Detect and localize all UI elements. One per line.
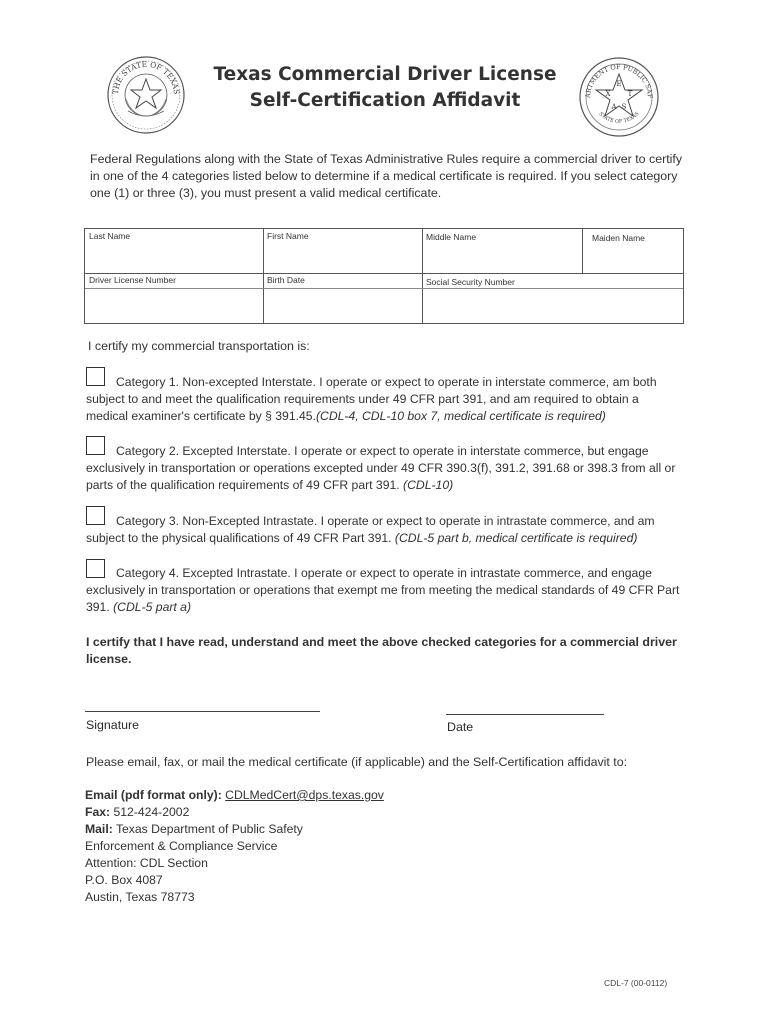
middle-name-label: Middle Name bbox=[426, 232, 477, 242]
mail-line-3: Attention: CDL Section bbox=[85, 856, 208, 870]
svg-text:STATE OF TEXAS bbox=[597, 111, 640, 125]
category-1-text bbox=[86, 374, 682, 425]
seal-letter-t: T bbox=[627, 90, 633, 98]
last-name-label: Last Name bbox=[89, 231, 131, 241]
signature-label: Signature bbox=[86, 718, 140, 732]
fax-label: Fax: bbox=[85, 805, 111, 819]
category-4-body: Category 4. Excepted Intrastate. I operate or expect to operate in intrastate commerce, and engage exclusively in transportation or operations that exempt me from meeting the medical standards of 49 CFR Part 391. bbox=[86, 566, 680, 614]
email-link[interactable]: CDLMedCert@dps.texas.gov bbox=[225, 788, 384, 802]
right-seal-text: ARTMENT OF PUBLIC SAF bbox=[583, 62, 655, 99]
category-3-text bbox=[86, 513, 682, 547]
fax-number: 512-424-2002 bbox=[113, 805, 190, 819]
mail-line-2: Enforcement & Compliance Service bbox=[85, 839, 278, 853]
fax-row bbox=[85, 804, 189, 821]
mail-line-1: Texas Department of Public Safety bbox=[115, 822, 303, 836]
seal-letter-e: E bbox=[616, 80, 622, 88]
date-label: Date bbox=[447, 720, 474, 734]
category-3-note: (CDL-5 part b, medical certificate is required) bbox=[394, 531, 638, 545]
mail-label: Mail: bbox=[85, 822, 113, 836]
category-4-text bbox=[86, 565, 682, 616]
certification-statement: I certify that I have read, understand and meet the above checked categories for a commercial driver license. bbox=[86, 635, 677, 666]
left-seal-text: THE STATE OF TEXAS bbox=[110, 59, 182, 95]
birth-date-field[interactable] bbox=[263, 273, 422, 323]
send-instructions: Please email, fax, or mail the medical certificate (if applicable) and the Self-Certification affidavit to: bbox=[86, 755, 628, 769]
category-1-note: (CDL-4, CDL-10 box 7, medical certificate is required) bbox=[315, 409, 606, 423]
mail-line-5: Austin, Texas 78773 bbox=[85, 890, 195, 904]
category-4-note: (CDL-5 part a) bbox=[113, 600, 192, 614]
maiden-name-field[interactable] bbox=[582, 229, 683, 273]
title-line-2: Self-Certification Affidavit bbox=[249, 90, 521, 111]
form-number: CDL-7 (00-0112) bbox=[604, 978, 668, 988]
title-line-1: Texas Commercial Driver License bbox=[213, 64, 557, 85]
seal-letter-x: X bbox=[605, 90, 611, 98]
right-seal-bottom-text: STATE OF TEXAS bbox=[597, 111, 641, 125]
category-3-body: Category 3. Non-Excepted Intrastate. I operate or expect to operate in intrastate commerce, and am subject to the physical qualifications of 49 CFR Part 391. bbox=[86, 514, 655, 545]
middle-name-field[interactable] bbox=[422, 229, 582, 273]
svg-text:THE STATE OF TEXAS bbox=[111, 60, 181, 95]
driver-info-grid bbox=[84, 228, 684, 324]
last-name-field[interactable] bbox=[85, 229, 263, 273]
date-line[interactable] bbox=[446, 714, 604, 715]
mail-line-4: P.O. Box 4087 bbox=[85, 873, 163, 887]
category-2-body: Category 2. Excepted Interstate. I operate or expect to operate in interstate commerce, but engage exclusively in transportation or operations excepted under 49 CFR 390.3(f), 391.2, 391.68 or 398.3 from all or parts of the qualification requirements of 49 CFR part 391. bbox=[86, 444, 676, 492]
svg-text:DEPARTMENT OF PUBLIC SAFETY bbox=[578, 56, 654, 99]
ssn-field[interactable] bbox=[422, 273, 683, 323]
maiden-name-label: Maiden Name bbox=[592, 233, 645, 243]
seal-letter-a: A bbox=[611, 103, 617, 111]
birth-date-label: Birth Date bbox=[267, 275, 305, 285]
first-name-field[interactable] bbox=[263, 229, 422, 273]
category-2-note: (CDL-10) bbox=[403, 478, 454, 492]
dl-number-label: Driver License Number bbox=[89, 275, 176, 285]
signature-line[interactable] bbox=[85, 711, 320, 712]
dl-number-field[interactable] bbox=[85, 273, 263, 323]
dps-seal bbox=[578, 56, 660, 138]
email-row bbox=[85, 787, 384, 804]
ssn-label: Social Security Number bbox=[426, 277, 515, 287]
mail-row bbox=[85, 821, 303, 838]
seal-letter-s: S bbox=[621, 103, 627, 111]
category-2-text bbox=[86, 443, 682, 494]
certify-intro: I certify my commercial transportation is: bbox=[88, 339, 310, 353]
email-label: Email (pdf format only): bbox=[85, 788, 222, 802]
intro-paragraph: Federal Regulations along with the State of Texas Administrative Rules require a commercial driver to certify in one of the 4 categories listed below to determine if a medical certificate is required. If you select category one (1) or three (3), you must present a valid medical certificate. bbox=[90, 152, 683, 200]
first-name-label: First Name bbox=[267, 231, 309, 241]
category-1-body: Category 1. Non-excepted Interstate. I operate or expect to operate in interstate commerce, am both subject to and meet the qualification requirements under 49 CFR part 391, and am required to obtain a medical examiner's certificate by § 391.45. bbox=[86, 375, 657, 423]
document-title bbox=[200, 62, 570, 114]
texas-state-seal bbox=[106, 55, 186, 135]
